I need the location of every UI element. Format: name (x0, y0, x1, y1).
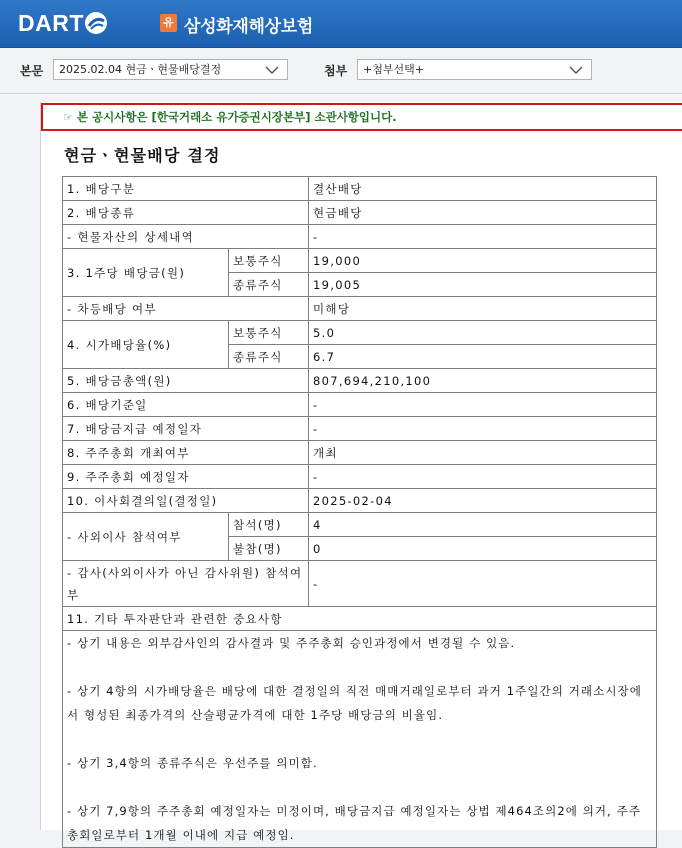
row-value: 0 (309, 537, 657, 561)
table-row (63, 561, 657, 607)
notes-cell (63, 631, 657, 848)
notice-text: 본 공시사항은 [한국거래소 유가증권시장본부] 소관사항입니다. (76, 110, 397, 124)
row-label: 5. 배당금총액(원) (63, 369, 309, 393)
row-label: 1. 배당구분 (63, 177, 309, 201)
company-name[interactable]: 삼성화재해상보험 (184, 17, 313, 37)
row-label: 3. 1주당 배당금(원) (63, 249, 229, 297)
chevron-down-icon (265, 63, 279, 80)
document-selector-bar (0, 48, 682, 94)
pointing-hand-icon: ☞ (63, 111, 73, 124)
row-sublabel: 보통주식 (229, 249, 309, 273)
table-row (63, 177, 657, 201)
chevron-down-icon (569, 63, 583, 80)
row-label: - 차등배당 여부 (63, 297, 309, 321)
doc-select[interactable] (53, 59, 288, 80)
disclosure-table (62, 176, 657, 848)
note-spacer (67, 655, 652, 679)
row-label: - 현물자산의 상세내역 (63, 225, 309, 249)
notice-banner (41, 103, 682, 131)
row-sublabel: 참석(명) (229, 513, 309, 537)
note-item: - 상기 3,4항의 종류주식은 우선주를 의미함. (67, 756, 318, 770)
row-value: - (309, 225, 657, 249)
row-value: - (309, 561, 657, 607)
dart-logo[interactable] (18, 10, 107, 36)
row-value: 19,000 (309, 249, 657, 273)
table-row (63, 369, 657, 393)
row-label: 2. 배당종류 (63, 201, 309, 225)
row-label: 9. 주주총회 예정일자 (63, 465, 309, 489)
table-row (63, 393, 657, 417)
row-value: 807,694,210,100 (309, 369, 657, 393)
app-header (0, 0, 682, 48)
table-row (63, 297, 657, 321)
logo-text: DART (18, 9, 84, 36)
row-value: 2025-02-04 (309, 489, 657, 513)
document-frame (40, 102, 682, 842)
table-row (63, 441, 657, 465)
table-row (63, 465, 657, 489)
note-spacer (67, 775, 652, 799)
row-label: 11. 기타 투자판단과 관련한 중요사항 (63, 607, 657, 631)
row-sublabel: 종류주식 (229, 273, 309, 297)
attach-select-label: 첨부 (324, 64, 348, 78)
row-label: 7. 배당금지급 예정일자 (63, 417, 309, 441)
row-value: - (309, 465, 657, 489)
table-row (63, 489, 657, 513)
table-row (63, 249, 657, 273)
table-row (63, 321, 657, 345)
row-label: 4. 시가배당율(%) (63, 321, 229, 369)
row-sublabel: 종류주식 (229, 345, 309, 369)
table-row (63, 201, 657, 225)
row-value: 결산배당 (309, 177, 657, 201)
row-label: 6. 배당기준일 (63, 393, 309, 417)
row-label: - 사외이사 참석여부 (63, 513, 229, 561)
note-spacer (67, 727, 652, 751)
row-value: 5.0 (309, 321, 657, 345)
row-value: - (309, 417, 657, 441)
table-row (63, 417, 657, 441)
row-value: 미해당 (309, 297, 657, 321)
note-item: - 상기 4항의 시가배당율은 배당에 대한 결정일의 직전 매매거래일로부터 과거 1주일간의 거래소시장에서 형성된 최종가격의 산술평균가격에 대한 1주당 배당금의 비율임. (67, 684, 642, 722)
row-sublabel: 불참(명) (229, 537, 309, 561)
row-value: 개최 (309, 441, 657, 465)
row-value: - (309, 393, 657, 417)
row-value: 현금배당 (309, 201, 657, 225)
note-item: - 상기 내용은 외부감사인의 감사결과 및 주주총회 승인과정에서 변경될 수 있음. (67, 636, 516, 650)
row-label: - 감사(사외이사가 아닌 감사위원) 참석여부 (63, 561, 309, 607)
row-value: 4 (309, 513, 657, 537)
table-row (63, 513, 657, 537)
row-value: 6.7 (309, 345, 657, 369)
market-badge: 유 (160, 14, 177, 32)
table-row (63, 225, 657, 249)
doc-select-label: 본문 (20, 64, 44, 78)
document-title: 현금ㆍ현물배당 결정 (64, 146, 221, 165)
attach-select-value: +첨부선택+ (363, 63, 424, 76)
note-item: - 상기 7,9항의 주주총회 예정일자는 미정이며, 배당금지급 예정일자는 상법 제464조의2에 의거, 주주총회일로부터 1개월 이내에 지급 예정임. (67, 804, 642, 842)
row-label: 10. 이사회결의일(결정일) (63, 489, 309, 513)
attach-select[interactable] (357, 59, 592, 80)
logo-swirl-icon (85, 12, 107, 34)
row-sublabel: 보통주식 (229, 321, 309, 345)
doc-select-value: 2025.02.04 현금ㆍ현물배당결정 (59, 63, 222, 76)
table-row (63, 631, 657, 848)
table-row (63, 607, 657, 631)
row-label: 8. 주주총회 개최여부 (63, 441, 309, 465)
row-value: 19,005 (309, 273, 657, 297)
